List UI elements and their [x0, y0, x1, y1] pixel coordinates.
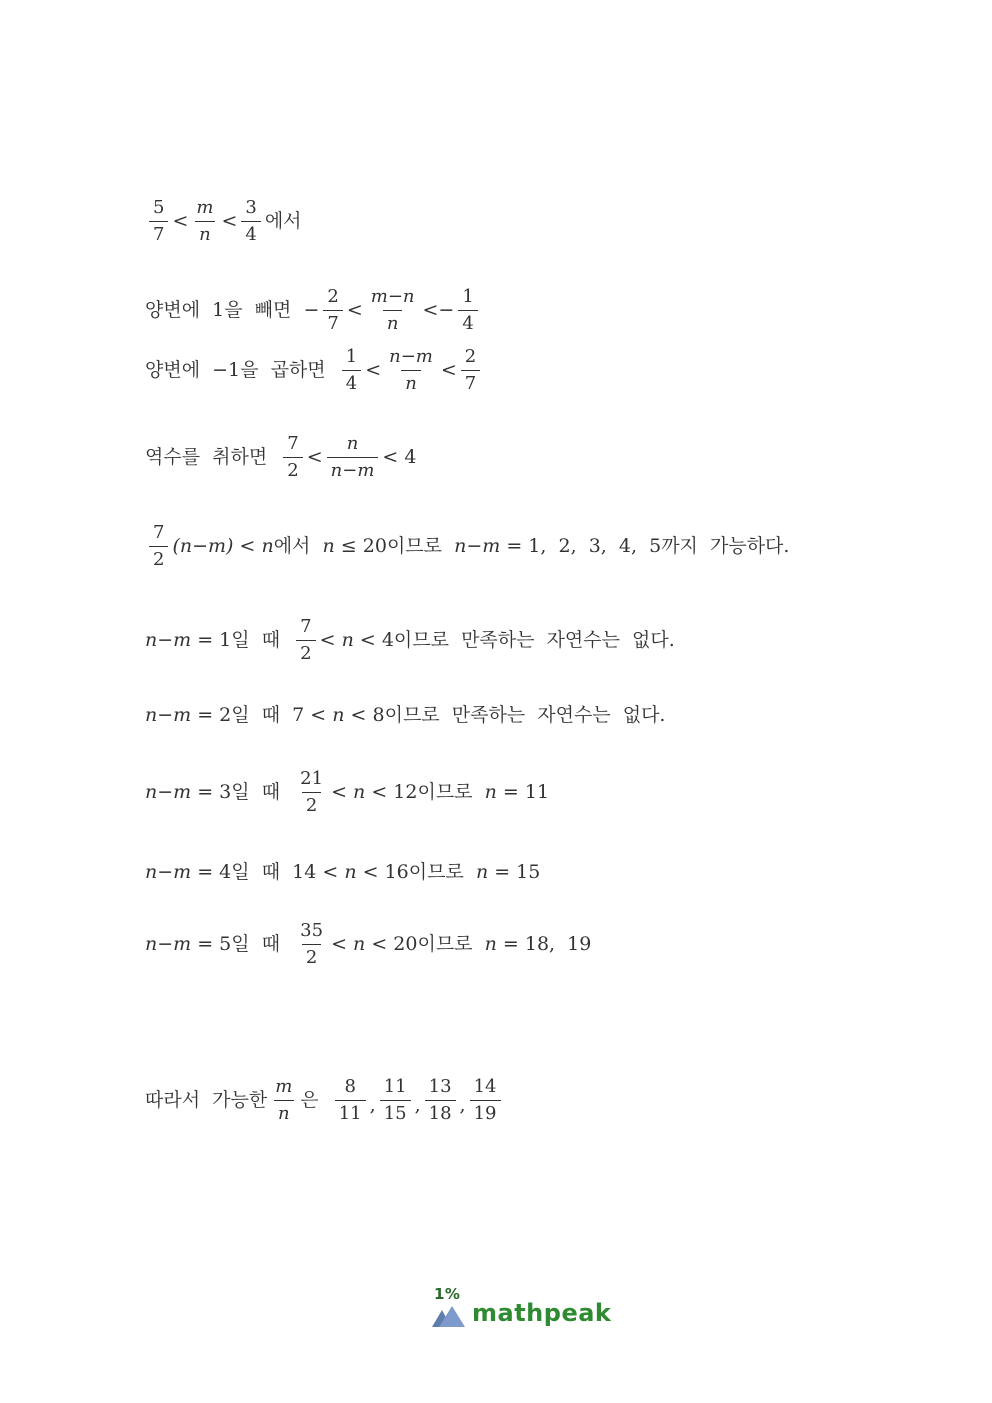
math-line-5 [145, 522, 789, 570]
math-variable: n [261, 534, 274, 557]
fraction-numerator: 7 [287, 433, 299, 454]
korean-text: 이므로 [408, 861, 476, 883]
fraction-denominator: 2 [149, 546, 168, 571]
fraction-numerator: 1 [462, 286, 474, 307]
equals-15: = 15 [488, 861, 541, 883]
math-variable: n [344, 861, 357, 883]
fraction-13-18 [425, 1076, 456, 1124]
fraction-m-n [271, 1076, 296, 1124]
math-variable: n [475, 861, 489, 883]
math-variable: n−m [145, 861, 192, 883]
fraction-n-minus-m-over-n [385, 346, 437, 394]
equals-18-19: = 18, 19 [496, 932, 592, 955]
fraction-numerator: m [196, 197, 214, 218]
korean-text: 일 때 [231, 780, 293, 803]
equals-11: = 11 [496, 780, 550, 803]
less-than-8: < 8 [344, 704, 385, 726]
korean-text: 이므로 [417, 932, 485, 955]
fraction-8-11 [335, 1076, 366, 1124]
logo-mark [431, 1287, 465, 1327]
korean-text: 이므로 만족하는 자연수는 없다. [393, 628, 675, 651]
fraction-denominator: 2 [302, 944, 321, 969]
fraction-numerator: 8 [344, 1076, 356, 1097]
fraction-denominator: 19 [470, 1100, 501, 1125]
math-variable: (n−m) [172, 534, 234, 557]
fraction-n-over-n-minus-m [327, 433, 379, 481]
less-than-20: < 20 [365, 932, 418, 955]
fraction-denominator: 7 [461, 370, 480, 395]
fraction-2-7 [323, 286, 342, 334]
korean-text: 양변에 1을 빼면 [145, 298, 304, 321]
fraction-denominator: n [195, 221, 215, 246]
less-than-operator: < [172, 209, 189, 232]
math-variable: n−m [454, 534, 501, 557]
korean-text: 일 때 [231, 861, 293, 883]
fraction-m-minus-n-over-n [367, 286, 419, 334]
korean-text: 역수를 취하면 [145, 445, 280, 468]
mountain-icon [431, 1303, 465, 1327]
less-than-16: < 16 [356, 861, 409, 883]
korean-text: 일 때 [231, 932, 293, 955]
math-line-1 [145, 197, 302, 245]
fraction-numerator: 21 [300, 768, 324, 789]
math-line-8 [145, 768, 549, 816]
fraction-m-n [192, 197, 217, 245]
fraction-denominator: 7 [149, 221, 168, 246]
fraction-numerator: 7 [300, 616, 312, 637]
less-than-operator: < [331, 932, 354, 955]
fraction-7-2 [296, 616, 315, 664]
comma: , [369, 1093, 376, 1116]
korean-text: 이므로 [386, 534, 455, 557]
mathpeak-logo [431, 1287, 611, 1327]
math-variable: n [484, 780, 497, 803]
fraction-denominator: 4 [342, 370, 361, 395]
less-than-operator: < [440, 358, 457, 381]
less-than-12: < 12 [365, 780, 418, 803]
fraction-11-15 [380, 1076, 411, 1124]
math-line-7 [145, 703, 665, 728]
fraction-numerator: m−n [370, 286, 415, 307]
math-variable: n−m [145, 932, 192, 955]
less-than-minus-operator: <− [422, 298, 455, 321]
math-variable: n [353, 780, 366, 803]
fourteen-less-than: 14 < [292, 861, 345, 883]
math-variable: n [322, 534, 335, 557]
korean-text: 은 [300, 1088, 331, 1111]
fraction-numerator: 14 [473, 1076, 497, 1097]
fraction-14-19 [470, 1076, 501, 1124]
fraction-numerator: n [346, 433, 359, 454]
fraction-35-2 [296, 920, 327, 968]
math-variable: n [332, 704, 345, 726]
fraction-denominator: 4 [458, 310, 477, 335]
math-line-3 [145, 346, 484, 394]
fraction-denominator: 18 [425, 1100, 456, 1125]
math-line-11 [145, 1076, 505, 1124]
math-variable: n−m [145, 628, 192, 651]
korean-text: 에서 [273, 534, 323, 557]
less-than-4: < 4 [382, 445, 417, 468]
math-line-10 [145, 920, 591, 968]
equals-4: = 4 [191, 861, 232, 883]
math-line-4 [145, 433, 416, 481]
fraction-denominator: 11 [335, 1100, 366, 1125]
korean-text: 에서 [264, 209, 302, 232]
fraction-7-2 [149, 522, 168, 570]
fraction-numerator: 35 [300, 920, 324, 941]
fraction-denominator: n [401, 370, 421, 395]
equals-5: = 5 [191, 932, 232, 955]
fraction-1-4 [458, 286, 477, 334]
minus-sign: − [303, 298, 320, 321]
equals-2: = 2 [191, 704, 232, 726]
math-line-2 [145, 286, 482, 334]
fraction-numerator: 5 [153, 197, 165, 218]
less-than-operator: < [233, 534, 262, 557]
fraction-21-2 [296, 768, 327, 816]
fraction-5-7 [149, 197, 168, 245]
fraction-numerator: n−m [389, 346, 433, 367]
math-variable: n−m [145, 780, 192, 803]
korean-text: 이므로 만족하는 자연수는 없다. [384, 704, 666, 726]
korean-text: 일 때 [231, 628, 293, 651]
fraction-numerator: 2 [327, 286, 339, 307]
math-line-9 [145, 860, 540, 885]
math-variable: n−m [145, 704, 192, 726]
math-variable: n [484, 932, 497, 955]
korean-text: 따라서 가능한 [145, 1088, 268, 1111]
logo-one-percent-text: 1% [434, 1285, 461, 1303]
equals-1: = 1 [191, 628, 232, 651]
fraction-2-7 [461, 346, 480, 394]
korean-text: 까지 가능하다. [661, 534, 790, 557]
fraction-numerator: 13 [428, 1076, 452, 1097]
math-variable: n [341, 628, 354, 651]
less-than-operator: < [319, 628, 342, 651]
less-than-4: < 4 [353, 628, 394, 651]
math-line-6 [145, 616, 675, 664]
fraction-1-4 [342, 346, 361, 394]
korean-text: 이므로 [417, 780, 485, 803]
fraction-denominator: n [274, 1100, 294, 1125]
fraction-denominator: 7 [323, 310, 342, 335]
fraction-denominator: n [383, 310, 403, 335]
fraction-numerator: 1 [345, 346, 358, 367]
korean-text: 일 때 [231, 704, 293, 726]
korean-text: 양변에 −1을 곱하면 [145, 358, 338, 381]
fraction-denominator: 4 [241, 221, 260, 246]
fraction-3-4 [241, 197, 260, 245]
fraction-denominator: 2 [296, 640, 315, 665]
fraction-numerator: 7 [153, 522, 165, 543]
seven-less-than: 7 < [292, 704, 333, 726]
logo-brand-text: mathpeak [472, 1299, 612, 1327]
fraction-numerator: 11 [383, 1076, 407, 1097]
fraction-numerator: 2 [464, 346, 477, 367]
comma: , [459, 1093, 466, 1116]
less-than-operator: < [346, 298, 363, 321]
leq-20: ≤ 20 [334, 534, 387, 557]
less-than-operator: < [331, 780, 354, 803]
equals-list: = 1, 2, 3, 4, 5 [500, 534, 662, 557]
less-than-operator: < [365, 358, 382, 381]
less-than-operator: < [221, 209, 238, 232]
fraction-denominator: 2 [283, 457, 302, 482]
fraction-denominator: 2 [302, 792, 321, 817]
fraction-numerator: m [275, 1076, 293, 1097]
less-than-operator: < [306, 445, 323, 468]
equals-3: = 3 [191, 780, 232, 803]
fraction-denominator: n−m [327, 457, 379, 482]
math-variable: n [353, 932, 366, 955]
fraction-7-2 [283, 433, 302, 481]
fraction-numerator: 3 [245, 197, 257, 218]
fraction-denominator: 15 [380, 1100, 411, 1125]
comma: , [414, 1093, 421, 1116]
